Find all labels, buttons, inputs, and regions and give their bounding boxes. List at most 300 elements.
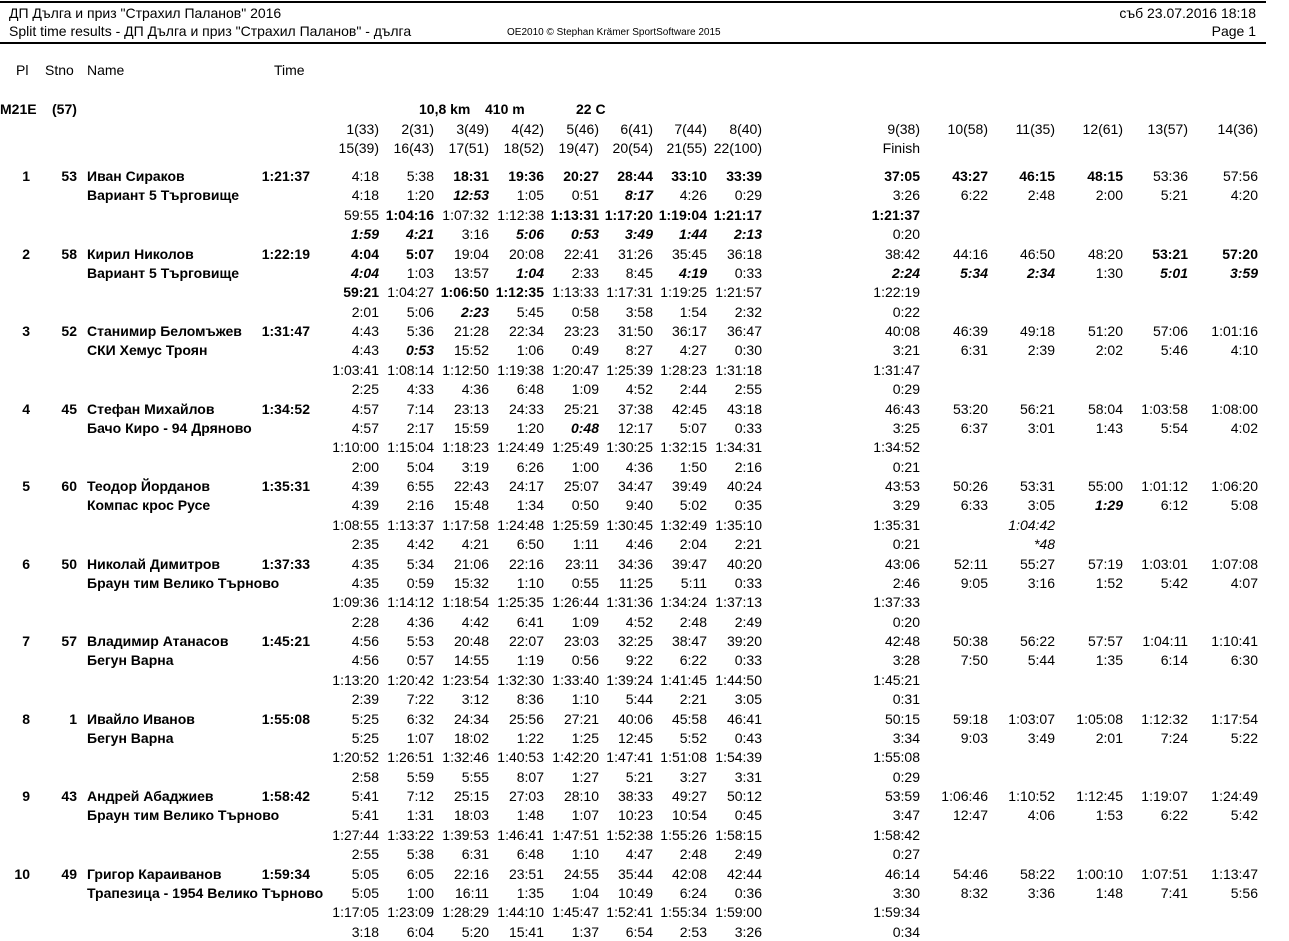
split-time: 1:20:47 <box>552 361 599 378</box>
split-time: 4:56 <box>351 652 379 669</box>
split-time: 1:01:16 <box>1211 323 1258 339</box>
split-time: 46:43 <box>884 400 920 417</box>
split-time: 1:52 <box>1095 574 1123 591</box>
split-time: 10:23 <box>617 807 653 824</box>
split-time: 50:15 <box>884 710 920 727</box>
split-time: 0:58 <box>571 303 599 320</box>
split-time: 8:17 <box>624 187 653 204</box>
place: 10 <box>14 865 30 882</box>
split-time: 2:21 <box>734 536 762 553</box>
split-time: 54:46 <box>952 865 988 882</box>
split-time: 6:04 <box>406 923 434 940</box>
club-name: Вариант 5 Търговище <box>87 264 240 281</box>
control-label: 21(55) <box>666 140 707 156</box>
split-time: 31:50 <box>617 323 653 339</box>
split-time: 1:47:51 <box>552 826 599 843</box>
split-time: 3:05 <box>1027 497 1055 514</box>
split-time: 1:23:09 <box>387 904 434 921</box>
split-time: 7:12 <box>406 788 434 804</box>
split-time: 2:16 <box>406 497 434 514</box>
split-time: 5:34 <box>959 264 988 281</box>
split-time: 1:30:45 <box>606 516 653 533</box>
split-time: 35:45 <box>671 245 707 262</box>
split-time: 11:25 <box>619 574 653 591</box>
runner-name: Григор Караиванов <box>87 865 222 882</box>
split-time: 6:31 <box>461 846 489 863</box>
runner-name: Андрей Абаджиев <box>87 788 214 804</box>
split-time: 0:20 <box>892 613 920 630</box>
split-time: 1:13:31 <box>550 206 599 223</box>
print-datetime: съб 23.07.2016 18:18 <box>1119 5 1256 21</box>
split-time: 0:34 <box>892 923 920 940</box>
split-time: 0:43 <box>734 729 762 746</box>
split-time: 4:35 <box>351 574 379 591</box>
split-time: 4:43 <box>351 342 379 359</box>
split-time: 16:11 <box>455 884 489 901</box>
split-time: 1:31:36 <box>606 594 653 611</box>
split-time: 5:20 <box>461 923 489 940</box>
control-label: 11(35) <box>1015 121 1055 137</box>
split-time: 1:03:58 <box>1141 400 1188 417</box>
split-time: 34:36 <box>617 555 653 572</box>
split-time: 4:04 <box>350 245 379 262</box>
split-time: 45:58 <box>671 710 707 727</box>
split-time: 1:52:41 <box>606 904 653 921</box>
split-time: 42:44 <box>726 865 762 882</box>
split-time: 1:12:32 <box>1141 710 1188 727</box>
split-time: 4:52 <box>625 613 653 630</box>
place: 8 <box>22 710 30 727</box>
split-time: 0:49 <box>571 342 599 359</box>
split-time: 27:03 <box>508 788 544 804</box>
split-time: 4:42 <box>406 536 434 553</box>
split-time: 48:20 <box>1087 245 1123 262</box>
split-time: 43:27 <box>952 168 988 184</box>
split-time: 1:25:49 <box>552 439 599 456</box>
split-time: 2:58 <box>351 768 379 785</box>
split-time: 3:47 <box>892 807 920 824</box>
split-time: 5:07 <box>405 245 434 262</box>
split-time: 1:17:05 <box>332 904 379 921</box>
split-time: 6:50 <box>516 536 544 553</box>
control-label: 17(51) <box>448 140 489 156</box>
split-time: 1:30:25 <box>606 439 653 456</box>
split-time: 1:01:12 <box>1141 478 1188 494</box>
split-time: 3:19 <box>461 458 489 475</box>
split-time: 1:04:27 <box>387 284 434 301</box>
split-time: 36:17 <box>671 323 707 339</box>
split-time: 50:38 <box>952 633 988 649</box>
split-time: 1:37 <box>571 923 599 940</box>
split-time: 28:44 <box>617 168 653 184</box>
split-time: 1:53 <box>1095 807 1123 824</box>
control-label: 22(100) <box>713 140 762 156</box>
split-time: 1:03:41 <box>332 361 379 378</box>
split-time: 22:16 <box>453 865 489 882</box>
split-time: 4:19 <box>678 264 707 281</box>
start-number: 57 <box>61 633 77 649</box>
split-time: 6:48 <box>516 846 544 863</box>
split-time: 12:47 <box>952 807 988 824</box>
split-time: 22:16 <box>508 555 544 572</box>
split-time: 2:17 <box>406 419 434 436</box>
split-time: 3:31 <box>734 768 762 785</box>
split-time: 3:49 <box>1027 729 1055 746</box>
split-time: 1:50 <box>679 458 707 475</box>
split-time: 5:59 <box>406 768 434 785</box>
split-time: 1:34:52 <box>873 439 920 456</box>
split-time: 5:25 <box>351 710 379 727</box>
split-time: 43:53 <box>884 478 920 494</box>
split-time: 1:24:49 <box>497 439 544 456</box>
split-time: 58:04 <box>1087 400 1123 417</box>
start-number: 1 <box>69 710 77 727</box>
split-time: 0:33 <box>734 652 762 669</box>
split-time: 1:17:54 <box>1211 710 1258 727</box>
split-time: 35:44 <box>617 865 653 882</box>
split-time: 1:32:15 <box>660 439 707 456</box>
split-time: 0:29 <box>734 187 762 204</box>
control-label: 1(33) <box>346 121 379 137</box>
split-time: 42:08 <box>671 865 707 882</box>
split-time: 39:49 <box>671 478 707 494</box>
split-time: 46:15 <box>1019 168 1055 184</box>
split-time: 1:33:22 <box>387 826 434 843</box>
split-time: 1:10 <box>571 846 599 863</box>
split-time: 2:23 <box>460 303 489 320</box>
split-time: 36:47 <box>726 323 762 339</box>
split-time: 4:20 <box>1230 187 1258 204</box>
split-time: 4:39 <box>351 497 379 514</box>
split-time: 1:22 <box>516 729 544 746</box>
split-time: 9:05 <box>960 574 988 591</box>
club-name: СКИ Хемус Троян <box>87 342 208 359</box>
report-subtitle: Split time results - ДП Дълга и приз "Страхил Паланов" - дълга <box>9 23 412 39</box>
split-time: 3:21 <box>892 342 920 359</box>
split-time: 0:57 <box>406 652 434 669</box>
split-time: 1:18:23 <box>442 439 489 456</box>
split-time: 23:23 <box>563 323 599 339</box>
split-time: 1:28:29 <box>442 904 489 921</box>
split-time: 5:38 <box>406 846 434 863</box>
split-time: 44:16 <box>952 245 988 262</box>
split-time: 18:31 <box>453 168 489 184</box>
course-length: 10,8 km <box>419 101 471 117</box>
place: 2 <box>22 245 30 262</box>
split-time: 40:24 <box>726 478 762 494</box>
split-time: 2:00 <box>351 458 379 475</box>
split-time: 5:25 <box>351 729 379 746</box>
split-time: 2:48 <box>679 846 707 863</box>
split-time: 4:21 <box>405 226 434 243</box>
split-time: 1:08:55 <box>332 516 379 533</box>
split-time: 2:00 <box>1095 187 1123 204</box>
split-time: 3:29 <box>892 497 920 514</box>
split-time: 1:45:47 <box>552 904 599 921</box>
split-time: 1:34:31 <box>715 439 762 456</box>
split-time: 2:35 <box>351 536 379 553</box>
club-name: Бегун Варна <box>87 652 174 669</box>
split-time: 1:00 <box>406 884 434 901</box>
split-time: 2:01 <box>351 303 379 320</box>
club-name: Вариант 5 Търговище <box>87 187 240 204</box>
split-time: 1:10:41 <box>1211 633 1258 649</box>
split-time: 1:07:32 <box>442 206 489 223</box>
split-time: 3:01 <box>1027 419 1055 436</box>
split-time: 1:30 <box>1095 264 1123 281</box>
split-time: 3:16 <box>461 226 489 243</box>
split-time: 4:52 <box>625 381 653 398</box>
split-time: 1:34:24 <box>660 594 707 611</box>
split-time: 1:21:17 <box>713 206 762 223</box>
split-time: 1:23:54 <box>442 671 489 688</box>
split-time: 1:06 <box>516 342 544 359</box>
split-time: 1:27 <box>571 768 599 785</box>
split-time: 0:33 <box>734 574 762 591</box>
split-time: 1:07:51 <box>1141 865 1188 882</box>
club-name: Бегун Варна <box>87 729 174 746</box>
page-number: Page 1 <box>1211 23 1256 39</box>
control-label: 4(42) <box>511 121 544 137</box>
split-time: 1:07 <box>406 729 434 746</box>
split-time: 1:35 <box>516 884 544 901</box>
split-time: 2:16 <box>734 458 762 475</box>
split-time: 55:00 <box>1087 478 1123 494</box>
split-time: 1:04 <box>515 264 544 281</box>
split-time: 1:26:44 <box>552 594 599 611</box>
runner-name: Кирил Николов <box>87 245 194 262</box>
control-label: 8(40) <box>729 121 762 137</box>
runner-name: Теодор Йорданов <box>87 478 210 494</box>
split-time: 3:05 <box>734 691 762 708</box>
split-time: 0:21 <box>892 458 920 475</box>
split-time: 1:44:50 <box>715 671 762 688</box>
split-time: 1:25:35 <box>497 594 544 611</box>
split-time: 4:33 <box>406 381 434 398</box>
split-time: 40:06 <box>617 710 653 727</box>
split-time: 9:40 <box>625 497 653 514</box>
split-time: 6:48 <box>516 381 544 398</box>
split-time: 40:08 <box>884 323 920 339</box>
split-time: 1:33:40 <box>552 671 599 688</box>
total-time: 1:31:47 <box>261 323 310 339</box>
split-time: 2:48 <box>679 613 707 630</box>
split-time: 38:47 <box>671 633 707 649</box>
split-time: 1:04:42 <box>1008 516 1055 533</box>
split-time: 15:48 <box>453 497 489 514</box>
total-time: 1:45:21 <box>261 633 310 649</box>
split-time: 23:13 <box>453 400 489 417</box>
split-time: 2:39 <box>1027 342 1055 359</box>
split-time: 59:21 <box>343 284 379 301</box>
col-time: Time <box>274 62 305 78</box>
split-time: 9:22 <box>625 652 653 669</box>
split-time: 1:37:33 <box>873 594 920 611</box>
split-time: 6:22 <box>960 187 988 204</box>
split-time: 39:47 <box>671 555 707 572</box>
control-label: 2(31) <box>401 121 434 137</box>
software-credit: OE2010 © Stephan Krämer SportSoftware 2015 <box>507 27 721 38</box>
control-label: 3(49) <box>456 121 489 137</box>
split-time: 3:12 <box>461 691 489 708</box>
split-time: 1:59:34 <box>873 904 920 921</box>
split-time: 6:41 <box>516 613 544 630</box>
control-label: 18(52) <box>503 140 544 156</box>
split-time: 1:20:42 <box>387 671 434 688</box>
split-time: 1:22:19 <box>873 284 920 301</box>
split-time: 2:49 <box>734 846 762 863</box>
split-time: 5:46 <box>1160 342 1188 359</box>
split-time: 2:55 <box>734 381 762 398</box>
split-time: 28:10 <box>563 788 599 804</box>
split-time: 25:07 <box>563 478 599 494</box>
split-time: 4:42 <box>461 613 489 630</box>
split-time: 4:07 <box>1230 574 1258 591</box>
split-time: 1:31:18 <box>715 361 762 378</box>
split-time: 1:08:14 <box>387 361 434 378</box>
split-time: 0:33 <box>734 264 762 281</box>
runner-name: Владимир Атанасов <box>87 633 229 649</box>
start-number: 58 <box>61 245 77 262</box>
club-name: Компас крос Русе <box>87 497 211 514</box>
split-time: 12:17 <box>617 419 653 436</box>
split-time: 5:42 <box>1160 574 1188 591</box>
split-time: 1:45:21 <box>873 671 920 688</box>
split-time: 1:09 <box>571 613 599 630</box>
split-time: 0:55 <box>571 574 599 591</box>
split-time: 1:19:25 <box>660 284 707 301</box>
split-time: 38:33 <box>617 788 653 804</box>
split-time: 1:08:00 <box>1211 400 1258 417</box>
split-time: 24:34 <box>453 710 489 727</box>
split-time: 6:54 <box>625 923 653 940</box>
split-time: 4:35 <box>351 555 379 572</box>
runner-name: Ивайло Иванов <box>87 710 195 727</box>
split-time: 49:18 <box>1019 323 1055 339</box>
split-time: 1:17:31 <box>606 284 653 301</box>
split-time: 4:36 <box>461 381 489 398</box>
split-time: 5:41 <box>351 807 379 824</box>
total-time: 1:37:33 <box>261 555 310 572</box>
start-number: 50 <box>61 555 77 572</box>
split-time: 1:10:52 <box>1008 788 1055 804</box>
split-time: 4:36 <box>625 458 653 475</box>
split-time: 1:19:38 <box>497 361 544 378</box>
split-time: 5:04 <box>406 458 434 475</box>
course-controls: 22 C <box>576 101 606 117</box>
split-time: 1:07 <box>571 807 599 824</box>
split-time: 1:06:20 <box>1211 478 1258 494</box>
split-time: 3:16 <box>1027 574 1055 591</box>
split-time: 0:31 <box>892 691 920 708</box>
split-time: 1:44 <box>678 226 707 243</box>
split-time: 2:01 <box>1095 729 1123 746</box>
split-time: 5:53 <box>406 633 434 649</box>
split-time: 57:06 <box>1152 323 1188 339</box>
split-time: 8:07 <box>516 768 544 785</box>
split-time: 2:49 <box>734 613 762 630</box>
total-time: 1:34:52 <box>261 400 310 417</box>
split-time: 3:28 <box>892 652 920 669</box>
split-time: 20:48 <box>453 633 489 649</box>
split-time: 13:57 <box>453 264 489 281</box>
split-time: 5:06 <box>515 226 544 243</box>
total-time: 1:59:34 <box>261 865 310 882</box>
split-time: 1:55:08 <box>873 749 920 766</box>
split-time: 6:14 <box>1160 652 1188 669</box>
split-time: 0:29 <box>892 381 920 398</box>
split-time: 43:06 <box>884 555 920 572</box>
split-time: 1:26:51 <box>387 749 434 766</box>
split-time: 1:13:37 <box>387 516 434 533</box>
split-time: 46:50 <box>1019 245 1055 262</box>
split-time: 1:40:53 <box>497 749 544 766</box>
runner-name: Стефан Михайлов <box>87 400 215 417</box>
split-time: 57:56 <box>1222 168 1258 184</box>
class-count: (57) <box>52 101 77 117</box>
split-time: 3:59 <box>1229 264 1258 281</box>
club-name: Бачо Киро - 94 Дряново <box>87 419 252 436</box>
split-time: 6:37 <box>960 419 988 436</box>
split-time: 1:09:36 <box>332 594 379 611</box>
split-time: 37:05 <box>884 168 920 184</box>
control-label: 13(57) <box>1147 121 1188 137</box>
runner-name: Иван Сираков <box>87 168 185 184</box>
split-time: 1:03:01 <box>1141 555 1188 572</box>
split-time: 1:12:50 <box>442 361 489 378</box>
total-time: 1:22:19 <box>261 245 310 262</box>
split-time: 8:32 <box>960 884 988 901</box>
split-time: 4:21 <box>461 536 489 553</box>
runner-name: Станимир Беломъжев <box>87 323 242 339</box>
split-time: 19:04 <box>453 245 489 262</box>
split-time: 49:27 <box>671 788 707 804</box>
start-number: 52 <box>61 323 77 339</box>
control-label: 15(39) <box>338 140 379 156</box>
split-time: 1:51:08 <box>660 749 707 766</box>
split-time: 1:06:50 <box>440 284 489 301</box>
split-time: 1:17:20 <box>604 206 653 223</box>
course-climb: 410 m <box>485 101 525 117</box>
split-time: 52:11 <box>954 555 988 572</box>
split-time: 5:44 <box>625 691 653 708</box>
split-time: 6:55 <box>406 478 434 494</box>
split-time: 31:26 <box>617 245 653 262</box>
split-time: 1:12:35 <box>495 284 544 301</box>
split-time: 3:49 <box>624 226 653 243</box>
split-time: 53:21 <box>1152 245 1188 262</box>
split-time: 1:20 <box>406 187 434 204</box>
split-time: 37:38 <box>617 400 653 417</box>
split-time: 1:39:24 <box>606 671 653 688</box>
split-time: 0:53 <box>405 342 434 359</box>
split-time: 46:39 <box>952 323 988 339</box>
control-label: 19(47) <box>558 140 599 156</box>
split-time: 1:10 <box>516 574 544 591</box>
split-time: 2:02 <box>1095 342 1123 359</box>
split-time: 1:55:34 <box>660 904 707 921</box>
split-time: 46:41 <box>726 710 762 727</box>
split-time: 5:08 <box>1230 497 1258 514</box>
total-time: 1:21:37 <box>261 168 310 184</box>
top-rule <box>0 1 1266 3</box>
split-time: 1:24:49 <box>1211 788 1258 804</box>
split-time: 23:03 <box>563 633 599 649</box>
split-time: 4:57 <box>351 400 379 417</box>
split-time: 7:24 <box>1160 729 1188 746</box>
split-time: 1:25:59 <box>552 516 599 533</box>
split-time: 0:35 <box>734 497 762 514</box>
